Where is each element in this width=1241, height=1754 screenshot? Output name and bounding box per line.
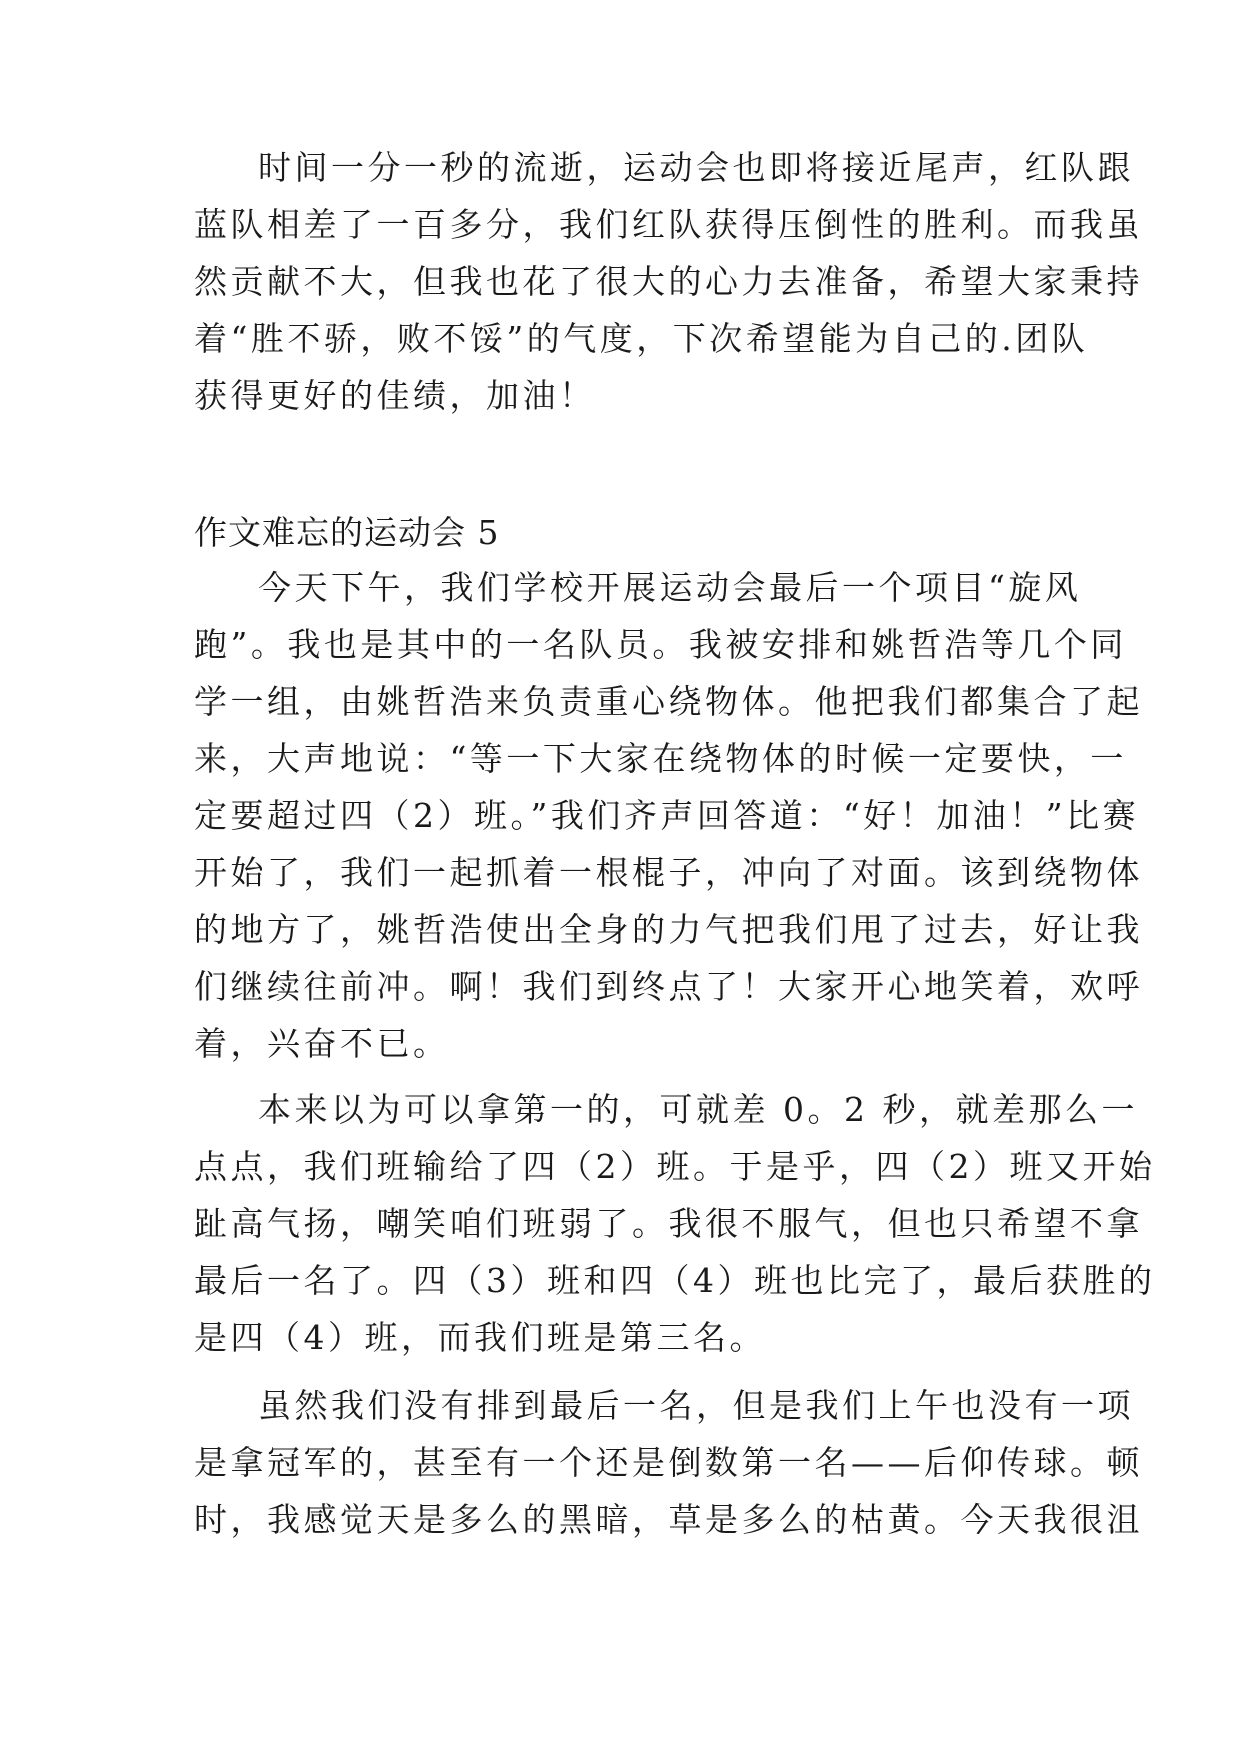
- paragraph-line: 最后一名了。四（3）班和四（4）班也比完了，最后获胜的: [194, 1261, 1156, 1300]
- paragraph-line: 虽然我们没有排到最后一名，但是我们上午也没有一项: [258, 1386, 1134, 1425]
- paragraph-line: 跑”。我也是其中的一名队员。我被安排和姚哲浩等几个同: [194, 625, 1127, 664]
- paragraph-line: 着“胜不骄，败不馁”的气度，下次希望能为自己的.团队: [194, 319, 1089, 358]
- paragraph-line: 时，我感觉天是多么的黑暗，草是多么的枯黄。今天我很沮: [194, 1500, 1143, 1539]
- paragraph-line: 开始了，我们一起抓着一根棍子，冲向了对面。该到绕物体: [194, 853, 1143, 892]
- essay-title: 作文难忘的运动会 5: [194, 513, 500, 552]
- paragraph-line: 来，大声地说：“等一下大家在绕物体的时候一定要快，一: [194, 739, 1127, 778]
- paragraph-line: 今天下午，我们学校开展运动会最后一个项目“旋风: [258, 568, 1082, 607]
- paragraph-line: 是四（4）班，而我们班是第三名。: [194, 1318, 766, 1357]
- paragraph-line: 本来以为可以拿第一的，可就差 0。2 秒，就差那么一: [258, 1090, 1138, 1129]
- paragraph-line: 是拿冠军的，甚至有一个还是倒数第一名——后仰传球。顿: [194, 1443, 1143, 1482]
- paragraph-line: 着，兴奋不已。: [194, 1024, 450, 1063]
- paragraph-line: 定要超过四（2）班。”我们齐声回答道：“好！加油！”比赛: [194, 796, 1140, 835]
- paragraph-line: 们继续往前冲。啊！我们到终点了！大家开心地笑着，欢呼: [194, 967, 1143, 1006]
- paragraph-line: 时间一分一秒的流逝，运动会也即将接近尾声，红队跟: [258, 148, 1134, 187]
- paragraph-line: 点点，我们班输给了四（2）班。于是乎，四（2）班又开始: [194, 1147, 1156, 1186]
- paragraph-line: 获得更好的佳绩，加油！: [194, 376, 596, 415]
- paragraph-line: 趾高气扬，嘲笑咱们班弱了。我很不服气，但也只希望不拿: [194, 1204, 1143, 1243]
- paragraph-line: 然贡献不大，但我也花了很大的心力去准备，希望大家秉持: [194, 262, 1143, 301]
- paragraph-line: 的地方了，姚哲浩使出全身的力气把我们甩了过去，好让我: [194, 910, 1143, 949]
- paragraph-line: 学一组，由姚哲浩来负责重心绕物体。他把我们都集合了起: [194, 682, 1143, 721]
- paragraph-line: 蓝队相差了一百多分，我们红队获得压倒性的胜利。而我虽: [194, 205, 1143, 244]
